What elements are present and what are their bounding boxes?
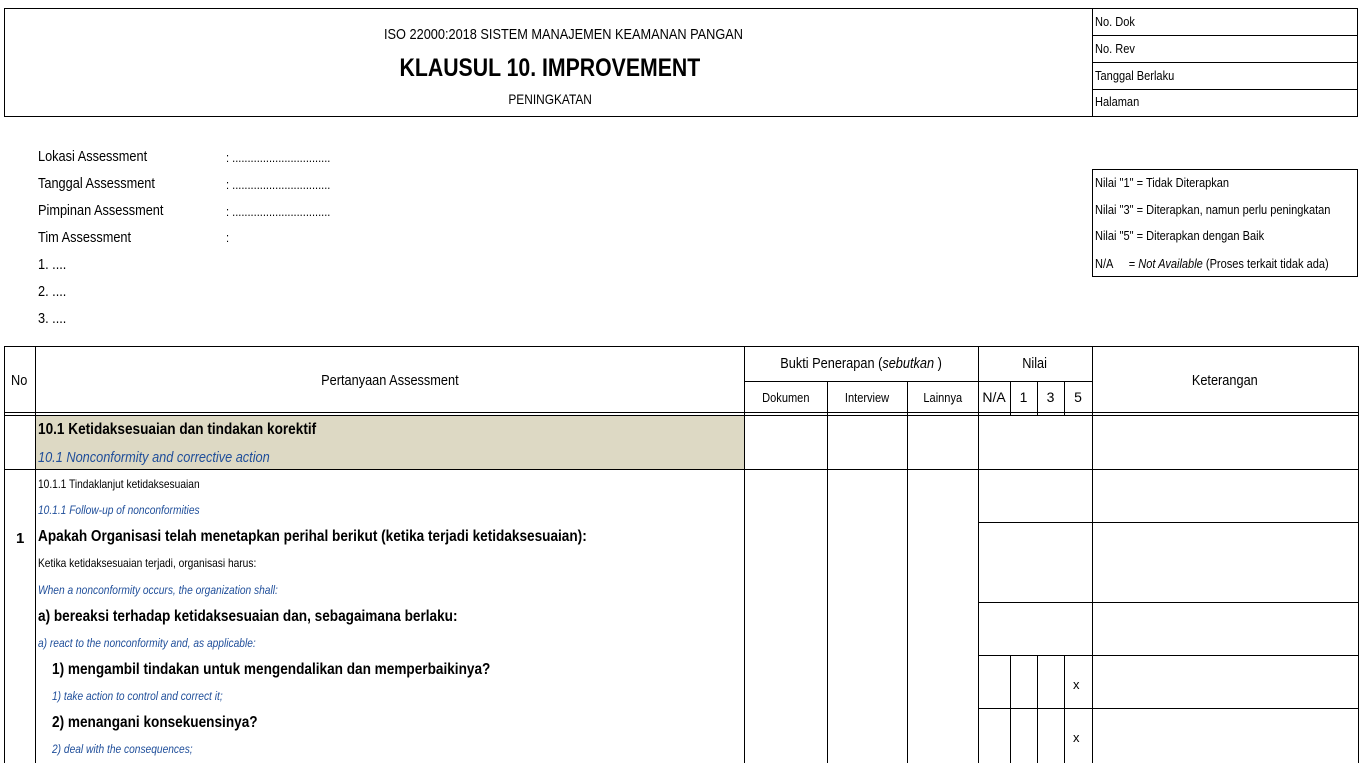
row-divider (978, 522, 1358, 523)
header-bukti: Bukti Penerapan (sebutkan ) (780, 355, 942, 372)
item-a1-en: 1) take action to control and correct it; (52, 689, 223, 703)
info-label-lokasi: Lokasi Assessment (38, 148, 148, 165)
header-question: Pertanyaan Assessment (320, 372, 459, 389)
subclause-title-en: 10.1.1 Follow-up of nonconformities (38, 503, 200, 517)
header-nilai: Nilai (1022, 355, 1048, 372)
section-title-id: 10.1 Ketidaksesuaian dan tindakan korektif (38, 421, 317, 438)
header-no: No (11, 372, 28, 389)
nilai-subcol-5 (1064, 655, 1065, 763)
header-dokumen: Dokumen (761, 390, 810, 405)
info-label-pimpinan: Pimpinan Assessment (38, 202, 164, 219)
item-a-id: a) bereaksi terhadap ketidaksesuaian dan, sebagaimana berlaku: (38, 608, 458, 625)
question-sub-id: Ketika ketidaksesuaian terjadi, organisasi harus: (38, 556, 257, 570)
header-standard-line: ISO 22000:2018 SISTEM MANAJEMEN KEAMANAN PANGAN (384, 26, 744, 43)
col-border-nilai (1092, 346, 1093, 763)
legend-row-1: Nilai "1" = Tidak Diterapkan (1095, 175, 1230, 190)
table-header-bottom-double (4, 415, 1358, 416)
nilai-subcol-3 (1037, 655, 1038, 763)
row-divider (978, 602, 1358, 603)
row-number: 1 (16, 530, 25, 547)
subclause-title-id: 10.1.1 Tindaklanjut ketidaksesuaian (38, 477, 200, 491)
col-border-interview (907, 381, 908, 763)
item-a2-en: 2) deal with the consequences; (52, 742, 193, 756)
legend-row-3: Nilai "3" = Diterapkan, namun perlu peningkatan (1095, 202, 1331, 217)
info-value-pimpinan: : ................................ (226, 204, 331, 219)
table-top-border (4, 346, 1358, 347)
section-bottom-border (4, 469, 1358, 470)
score-mark-a1[interactable]: x (1073, 677, 1080, 692)
header-keterangan: Keterangan (1192, 372, 1258, 389)
info-value-tim: : (226, 230, 230, 245)
section-title-en: 10.1 Nonconformity and corrective action (38, 449, 270, 466)
question-sub-en: When a nonconformity occurs, the organization shall: (38, 583, 278, 597)
info-label-tanggal: Tanggal Assessment (38, 175, 155, 192)
col-border-dokumen (827, 381, 828, 763)
doc-field-no-rev: No. Rev (1095, 41, 1135, 56)
info-label-tim: Tim Assessment (38, 229, 132, 246)
col-border-left (4, 346, 5, 763)
row-divider (978, 655, 1358, 656)
doc-field-tanggal-berlaku: Tanggal Berlaku (1095, 68, 1175, 83)
item-a-en: a) react to the nonconformity and, as applicable: (38, 636, 256, 650)
item-a1-id: 1) mengambil tindakan untuk mengendalikan dan memperbaikinya? (52, 661, 491, 678)
score-mark-a2[interactable]: x (1073, 730, 1080, 745)
info-value-tanggal: : ................................ (226, 177, 331, 192)
page-title: KLAUSUL 10. IMPROVEMENT (399, 54, 701, 82)
doc-field-no-dok: No. Dok (1095, 14, 1135, 29)
doc-field-divider (1092, 35, 1358, 36)
page-subtitle: PENINGKATAN (508, 91, 592, 107)
row-divider (978, 708, 1358, 709)
team-member-3: 3. .... (38, 310, 67, 327)
team-member-1: 1. .... (38, 256, 67, 273)
header-interview: Interview (844, 390, 890, 405)
col-border-lainnya (978, 346, 979, 763)
header-na: N/A (982, 389, 1006, 405)
nilai-subcol-1 (1010, 655, 1011, 763)
header-lainnya: Lainnya (923, 390, 962, 405)
question-main-id: Apakah Organisasi telah menetapkan perihal berikut (ketika terjadi ketidaksesuaian): (38, 528, 587, 545)
header-1: 1 (1019, 389, 1028, 405)
legend-row-na: N/A = Not Available (Proses terkait tidak ada) (1095, 256, 1329, 271)
table-header-bottom (4, 412, 1358, 413)
header-3: 3 (1046, 389, 1055, 405)
doc-field-divider (1092, 89, 1358, 90)
legend-row-5: Nilai "5" = Diterapkan dengan Baik (1095, 228, 1265, 243)
header-5: 5 (1074, 389, 1082, 405)
col-border-no (35, 346, 36, 763)
doc-field-divider (1092, 62, 1358, 63)
col-border-question (744, 346, 745, 763)
info-value-lokasi: : ................................ (226, 150, 331, 165)
doc-field-halaman: Halaman (1095, 94, 1140, 109)
col-border-right (1358, 346, 1359, 763)
bukti-nilai-subheader-line (744, 381, 1092, 382)
item-a2-id: 2) menangani konsekuensinya? (52, 714, 258, 731)
team-member-2: 2. .... (38, 283, 67, 300)
